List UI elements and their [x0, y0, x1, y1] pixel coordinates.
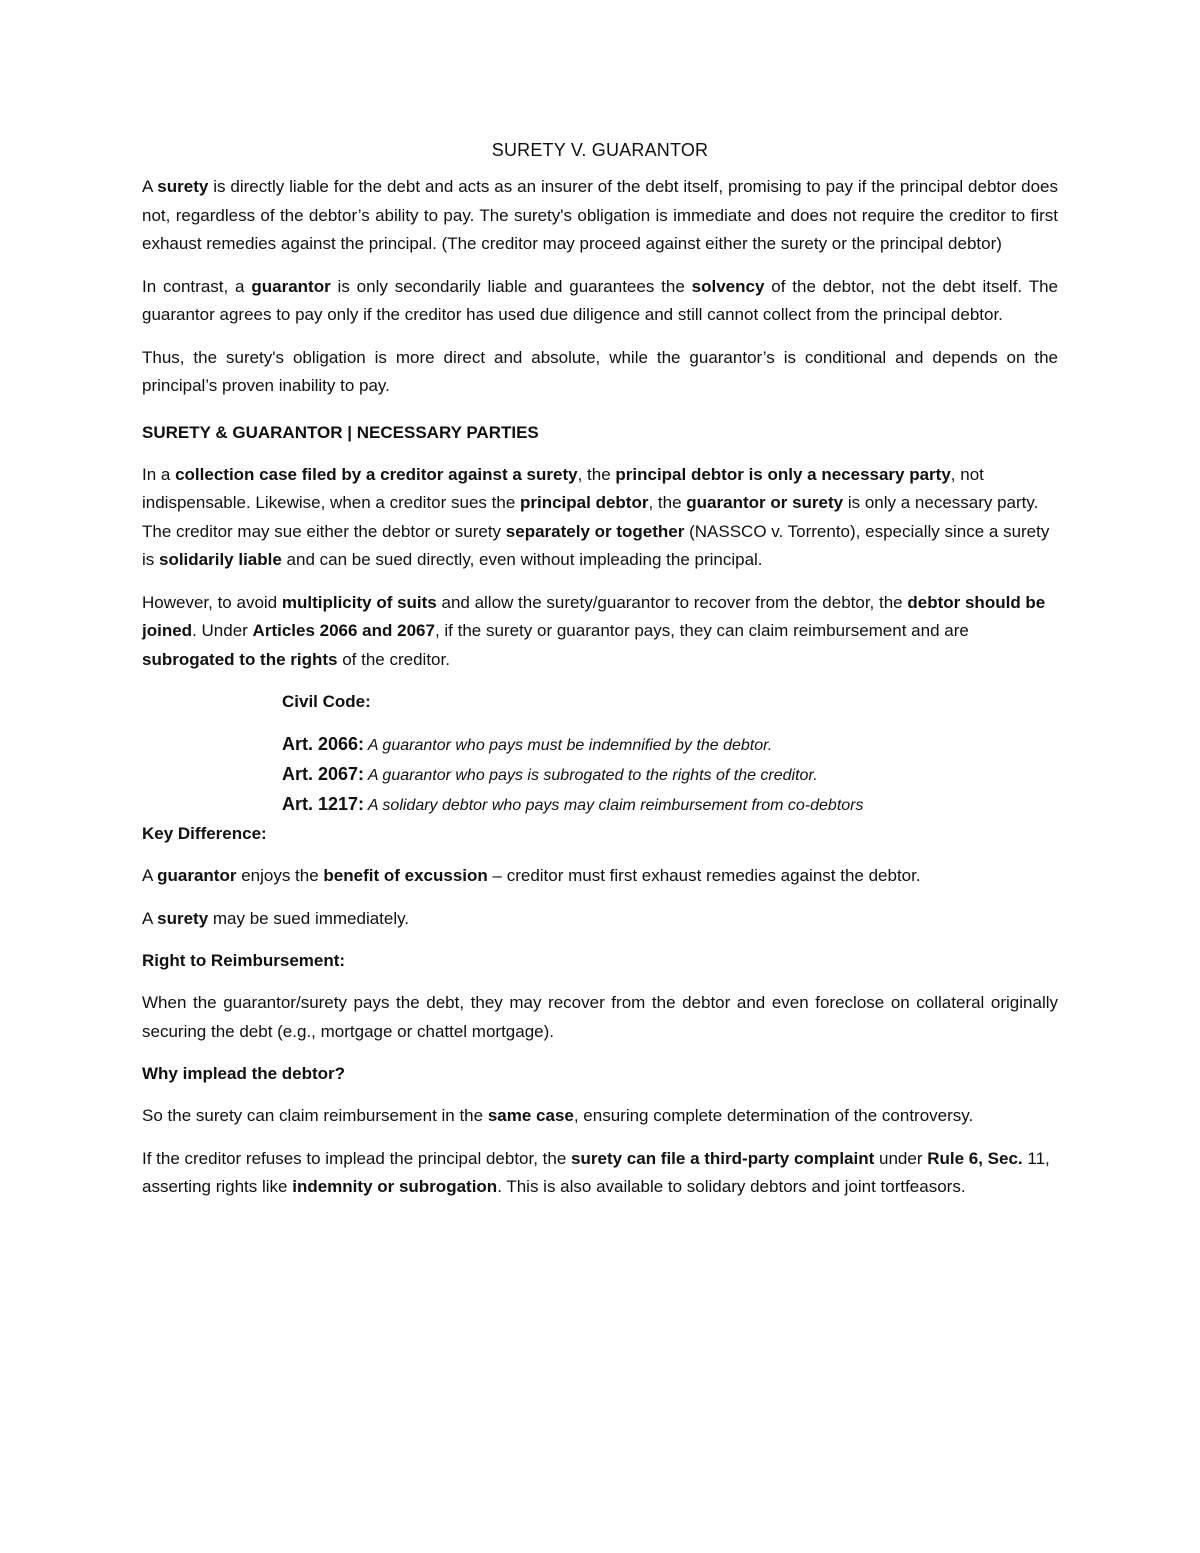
- bold-term: Articles 2066 and 2067: [252, 621, 435, 640]
- bold-term: debtor should be joined: [142, 592, 1046, 640]
- article-label: Art. 2067:: [282, 764, 365, 784]
- article-text: A guarantor who pays must be indemnified by the debtor.: [364, 737, 773, 754]
- bold-term: solvency: [691, 276, 765, 296]
- text-run: and can be sued directly, even without impleading the principal.: [281, 550, 763, 569]
- article-1217: [282, 790, 1058, 820]
- text-run: (NASSCO v. Torrento), especially since a surety is: [142, 521, 1050, 569]
- key-difference-heading: Key Difference:: [142, 824, 267, 843]
- bold-term: guarantor: [251, 276, 331, 296]
- bold-term: principal debtor is only a necessary party: [615, 464, 951, 484]
- text-run: is only secondarily liable and guarantees the: [330, 276, 692, 296]
- paragraph-surety-definition: [142, 173, 1058, 259]
- text-run: may be sued immediately.: [208, 908, 410, 928]
- article-text: A solidary debtor who pays may claim reimbursement from co-debtors: [364, 797, 864, 814]
- page-title: SURETY V. GUARANTOR: [491, 140, 709, 160]
- text-run: So the surety can claim reimbursement in the: [142, 1106, 488, 1125]
- why-implead-heading: Why implead the debtor?: [142, 1064, 346, 1083]
- article-text: A guarantor who pays is subrogated to the rights of the creditor.: [364, 767, 818, 784]
- text-run: under: [874, 1148, 928, 1168]
- article-2066: [282, 730, 1058, 760]
- text-run: , if the surety or guarantor pays, they can claim reimbursement and are: [434, 621, 969, 640]
- article-label: Art. 2066:: [282, 734, 365, 754]
- civil-code-block: [142, 688, 1058, 820]
- paragraph-necessary-parties: [142, 461, 1058, 575]
- paragraph-same-case: [142, 1102, 1058, 1131]
- bold-term: guarantor: [157, 866, 237, 885]
- paragraph-comparison: Thus, the surety's obligation is more direct and absolute, while the guarantor’s is conditional and depends on the principal’s proven inability to pay.: [142, 347, 1058, 395]
- text-run: 11, asserting rights like: [142, 1148, 1050, 1196]
- paragraph-guarantor-definition: [142, 273, 1058, 330]
- bold-term: subrogated to the rights: [142, 649, 338, 669]
- text-run: A: [142, 866, 158, 885]
- bold-term: guarantor or surety: [686, 493, 844, 512]
- text-run: is directly liable for the debt and acts as an insurer of the debt itself, promising to pay if the principal debtor does not, regardless of the debtor’s ability to pay. The surety's obligation is immediate and does not require the creditor to first exhaust remedies against the principal. (The creditor may proceed against either the surety or the principal debtor): [142, 177, 1058, 253]
- text-run: of the debtor, not the debt itself. The guarantor agrees to pay only if the creditor has used due diligence and still cannot collect from the principal debtor.: [142, 276, 1058, 324]
- text-run: If the creditor refuses to implead the principal debtor, the: [142, 1148, 572, 1168]
- paragraph-third-party-complaint: [142, 1145, 1058, 1202]
- text-run: – creditor must first exhaust remedies against the debtor.: [487, 866, 921, 885]
- paragraph-guarantor-excussion: [142, 862, 1058, 891]
- text-run: A: [142, 177, 158, 196]
- bold-term: separately or together: [505, 521, 685, 541]
- bold-term: collection case filed by a creditor against a surety: [175, 464, 578, 484]
- text-run: In a: [142, 464, 176, 484]
- bold-term: same case: [487, 1106, 574, 1125]
- paragraph-joinder: [142, 589, 1058, 675]
- text-run: enjoys the: [236, 866, 324, 885]
- text-run: In contrast, a: [142, 276, 252, 296]
- bold-term: multiplicity of suits: [281, 592, 437, 612]
- text-run: of the creditor.: [337, 649, 450, 669]
- bold-term: solidarily liable: [159, 550, 282, 569]
- bold-term: Rule 6, Sec.: [927, 1148, 1023, 1168]
- civil-code-heading: Civil Code:: [282, 692, 371, 711]
- bold-term: benefit of excussion: [323, 866, 488, 885]
- paragraph-surety-immediate: [142, 905, 1058, 934]
- reimbursement-heading: Right to Reimbursement:: [142, 951, 346, 970]
- text-run: , ensuring complete determination of the controversy.: [573, 1106, 974, 1125]
- text-run: , the: [577, 464, 616, 484]
- text-run: is only a necessary party. The creditor may sue either the debtor or surety: [142, 493, 1039, 541]
- text-run: , the: [648, 493, 687, 512]
- text-run: However, to avoid: [142, 592, 282, 612]
- article-2067: [282, 760, 1058, 790]
- section-heading-necessary-parties: SURETY & GUARANTOR | NECESSARY PARTIES: [142, 422, 539, 442]
- text-run: and allow the surety/guarantor to recover from the debtor, the: [436, 592, 908, 612]
- bold-term: indemnity or subrogation: [292, 1177, 498, 1196]
- text-run: . Under: [192, 621, 253, 640]
- bold-term: surety can file a third-party complaint: [571, 1148, 875, 1168]
- text-run: A: [142, 908, 158, 928]
- bold-term: principal debtor: [520, 493, 649, 512]
- text-run: . This is also available to solidary debtors and joint tortfeasors.: [497, 1177, 966, 1196]
- bold-term: surety: [157, 908, 209, 928]
- bold-term: surety: [157, 177, 209, 196]
- paragraph-reimbursement: When the guarantor/surety pays the debt, they may recover from the debtor and even foreclose on collateral originally securing the debt (e.g., mortgage or chattel mortgage).: [142, 993, 1058, 1041]
- text-run: , not indispensable. Likewise, when a creditor sues the: [142, 464, 984, 512]
- article-label: Art. 1217:: [282, 794, 365, 814]
